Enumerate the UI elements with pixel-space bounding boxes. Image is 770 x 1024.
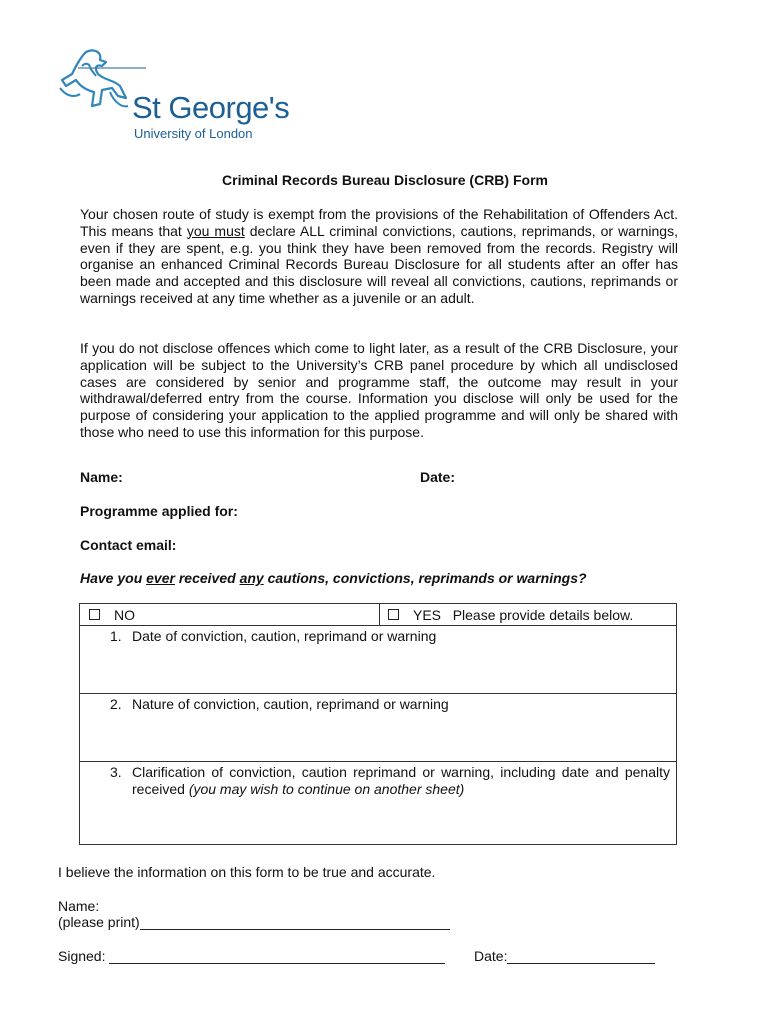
item-text	[132, 764, 670, 798]
signature-date-line[interactable]	[507, 949, 655, 964]
item-text-main: Clarification of conviction, caution reprimand or warning, including date and penalty received	[132, 764, 670, 797]
item-number: 2.	[110, 696, 122, 712]
question-text-1: Have you	[80, 570, 147, 586]
yes-note: Please provide details below.	[452, 607, 634, 623]
form-title: Criminal Records Bureau Disclosure (CRB) Form	[222, 172, 548, 188]
detail-item-nature[interactable]	[110, 696, 670, 713]
declaration-statement: I believe the information on this form to be true and accurate.	[58, 864, 436, 880]
row-rule-2	[80, 761, 676, 762]
yes-checkbox[interactable]	[388, 609, 399, 620]
print-name-row	[58, 914, 450, 930]
detail-item-clarification[interactable]	[110, 764, 670, 798]
item-number: 1.	[110, 628, 122, 644]
programme-label: Programme applied for:	[80, 503, 238, 519]
signed-row	[58, 948, 445, 964]
question-ever: ever	[146, 570, 175, 586]
yes-label: YES	[413, 607, 442, 623]
item-note: (you may wish to continue on another sheet)	[188, 781, 465, 797]
intro-paragraph	[80, 206, 678, 307]
convictions-question	[80, 570, 587, 586]
signed-label: Signed:	[58, 948, 106, 964]
question-any: any	[239, 570, 264, 586]
no-label: NO	[114, 607, 135, 623]
question-text-2: received	[174, 570, 240, 586]
disclosure-paragraph: If you do not disclose offences which come to light later, as a result of the CRB Disclosure, your application will be subject to the University’s CRB panel procedure by which all undisclosed cases are considered by senior and programme staff, the outcome may result in your withdrawal/deferred entry from the course. Information you disclose will only be used for the purpose of considering your application to the applied programme and will only be shared with those who need to use this information for this purpose.	[80, 340, 678, 440]
details-table	[79, 603, 677, 845]
option-divider	[379, 604, 380, 625]
signature-line[interactable]	[109, 949, 445, 964]
print-name-line[interactable]	[140, 915, 450, 930]
date-label: Date:	[420, 469, 456, 485]
header-rule	[80, 625, 676, 626]
signature-name-label: Name:	[58, 898, 100, 914]
signature-date-row	[474, 948, 655, 964]
yes-option[interactable]	[388, 607, 633, 623]
logo-wordmark: St George's	[132, 90, 290, 125]
intro-emphasis: you must	[186, 222, 245, 239]
no-option[interactable]	[89, 607, 135, 623]
detail-item-date[interactable]	[110, 628, 670, 645]
question-text-3: cautions, convictions, reprimands or warnings?	[263, 570, 587, 586]
signature-date-label: Date:	[474, 948, 508, 964]
row-rule-1	[80, 693, 676, 694]
no-checkbox[interactable]	[89, 609, 100, 620]
intro-text-end: declare ALL criminal convictions, cautions, reprimands, or warnings, even if they are spent, e.g. you think they have been removed from the records. Registry will organise an enhanced Criminal Records Bureau Disclosure for all students after an offer has been made and accepted and this disclosure will reveal all convictions, cautions, reprimands or warnings received at any time whether as a juvenile or an adult.	[80, 222, 678, 306]
intro-text-start: Your chosen route of study is exempt from the provisions of the Rehabilitation of Offenders Act. This means that	[80, 206, 678, 239]
item-text: Nature of conviction, caution, reprimand or warning	[132, 696, 449, 712]
email-label: Contact email:	[80, 537, 177, 553]
name-label: Name:	[80, 469, 123, 485]
university-logo	[56, 46, 296, 142]
print-label: (please print)	[58, 914, 140, 930]
item-text: Date of conviction, caution, reprimand or warning	[132, 628, 437, 644]
item-number: 3.	[110, 764, 122, 780]
logo-subtitle: University of London	[134, 126, 253, 141]
